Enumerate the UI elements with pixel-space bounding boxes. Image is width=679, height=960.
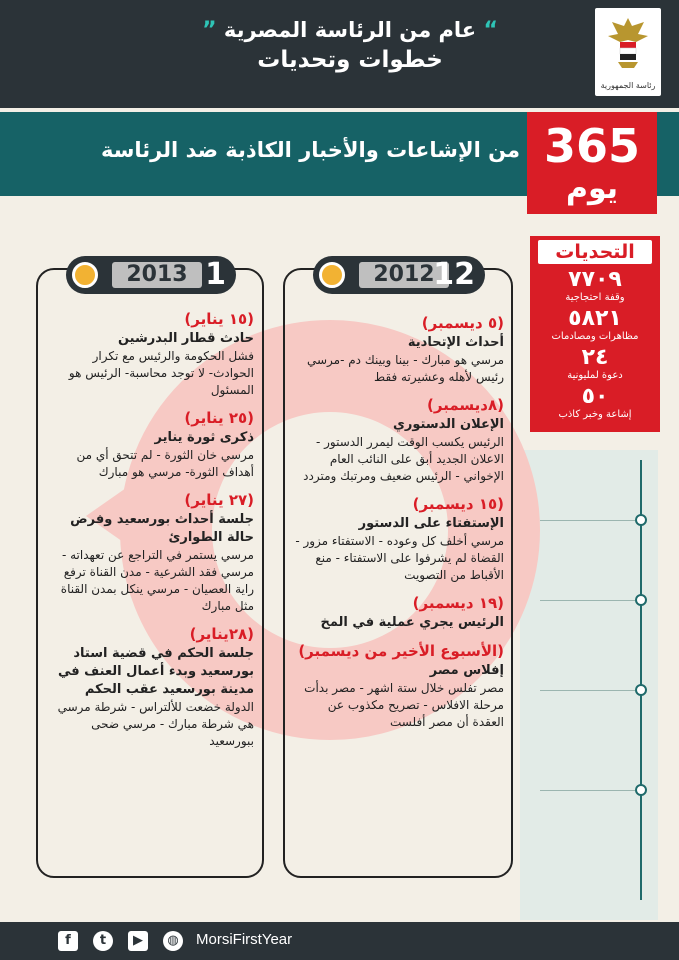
entry-date: (١٥ يناير) — [184, 310, 254, 328]
month-pill-2013 — [66, 256, 236, 294]
stat-item — [530, 385, 660, 421]
days-number: 365 — [543, 119, 641, 173]
challenges-title: التحديات — [538, 240, 652, 264]
timeline-entry — [48, 489, 254, 615]
timeline-connector — [540, 600, 635, 601]
timeline-entry — [294, 592, 504, 632]
banner-title: من الإشاعات والأخبار الكاذبة ضد الرئاسة — [100, 138, 520, 162]
pill-month: 1 — [205, 257, 226, 292]
pill-year: 2013 — [112, 262, 202, 288]
entry-date: (٢٧ يناير) — [184, 491, 254, 509]
entry-text: مرسي خان الثورة - لم تتحق أي من أهداف الثورة- مرسي هو مبارك — [76, 448, 254, 479]
header-title — [160, 18, 540, 73]
entry-date: (الأسبوع الأخير من ديسمبر) — [298, 642, 504, 660]
entries-2012 — [294, 312, 504, 739]
youtube-icon[interactable]: ▶ — [128, 931, 148, 951]
stat-label: مظاهرات ومصادمات — [551, 331, 639, 342]
stat-label: وقفة احتجاجية — [565, 292, 625, 303]
month-pill-2012 — [313, 256, 485, 294]
timeline-entry — [294, 640, 504, 731]
title-line1: “ عام من الرئاسة المصرية ” — [202, 18, 498, 43]
entry-heading: الرئيس يجري عملية في المخ — [320, 615, 504, 630]
emblem-caption: رئاسة الجمهورية — [600, 81, 656, 90]
entry-heading: حادث قطار البدرشين — [117, 331, 254, 346]
entry-date: (١٩ ديسمبر) — [412, 594, 504, 612]
stat-number: ٧٧٠٩ — [568, 267, 622, 292]
stat-item — [530, 307, 660, 343]
timeline-connector — [540, 690, 635, 691]
coin-icon — [319, 262, 345, 288]
timeline-entry — [294, 312, 504, 386]
challenges-box — [530, 236, 660, 432]
timeline-line — [640, 460, 642, 900]
timeline-dot — [635, 684, 647, 696]
eagle-icon — [604, 14, 652, 70]
footer — [0, 922, 679, 960]
globe-icon[interactable]: ◍ — [163, 931, 183, 951]
stat-label: إشاعة وخبر كاذب — [558, 409, 632, 420]
entry-heading: ذكرى ثورة يناير — [154, 430, 254, 445]
timeline-entry — [48, 308, 254, 399]
entry-text: مرسي هو مبارك - بينا وبينك دم -مرسي رئيس لأهله وعشيرته فقط — [307, 353, 504, 384]
pill-month: 12 — [433, 257, 475, 292]
entry-heading: أحداث الإتحادية — [407, 335, 504, 350]
entry-heading: الإعلان الدستوري — [393, 417, 504, 432]
entry-text: الرئيس يكسب الوقت ليمرر الدستور - الاعلان الجديد أبق على النائب العام الإخواني - الرئيس ضعيف ومرتبك ومتردد — [303, 435, 504, 483]
entry-heading: جلسة الحكم في قضية استاد بورسعيد وبدء أعمال العنف في مدينة بورسعيد عقب الحكم — [57, 646, 254, 697]
stat-item — [530, 346, 660, 382]
entry-text: مرسي أخلف كل وعوده - الاستفتاء مزور - القضاة لم يشرفوا على الاستفتاء - منع الأقباط من التصويت — [295, 534, 504, 582]
timeline-dot — [635, 784, 647, 796]
stat-number: ٥٨٢١ — [568, 306, 622, 331]
entry-date: (١٥ ديسمبر) — [412, 495, 504, 513]
footer-handle[interactable]: MorsiFirstYear — [196, 931, 293, 948]
entry-date: (٨ديسمبر) — [427, 396, 504, 414]
facebook-icon[interactable]: f — [58, 931, 78, 951]
entries-2013 — [48, 308, 254, 758]
entry-heading: الإستفتاء على الدستور — [358, 516, 504, 531]
timeline-entry — [294, 394, 504, 485]
twitter-icon[interactable]: t — [93, 931, 113, 951]
stat-number: ٢٤ — [581, 345, 609, 370]
entry-text: مصر تفلس خلال ستة اشهر - مصر بدأت مرحلة الافلاس - تصريح مكذوب عن العقدة أن مصر أفلست — [304, 681, 504, 729]
stat-item — [530, 268, 660, 304]
timeline-entry — [48, 623, 254, 750]
pill-year: 2012 — [359, 262, 449, 288]
timeline-dot — [635, 514, 647, 526]
timeline-dot — [635, 594, 647, 606]
timeline-entry — [48, 407, 254, 481]
stat-label: دعوة لمليونية — [567, 370, 623, 381]
entry-text: فشل الحكومة والرئيس مع تكرار الحوادث- لا توجد محاسبة- الرئيس هو المسئول — [68, 349, 254, 397]
presidency-emblem — [595, 8, 661, 96]
entry-heading: إفلاس مصر — [429, 663, 504, 678]
entry-text: مرسي يستمر في التراجع عن تعهداته - مرسي فقد الشرعية - مدن القناة ترفع راية العصيان - مرسي ينكل بمدن القناة مثل مبارك — [60, 548, 254, 613]
title-line2: خطوات وتحديات — [257, 47, 443, 73]
entry-text: الدولة خضعت للألتراس - شرطة مرسي هي شرطة مبارك - مرسي ضحى ببورسعيد — [57, 700, 254, 748]
days-badge — [527, 112, 657, 214]
days-word: يوم — [565, 171, 619, 206]
entry-date: (٥ ديسمبر) — [421, 314, 504, 332]
coin-icon — [72, 262, 98, 288]
timeline-entry — [294, 493, 504, 584]
timeline-connector — [540, 790, 635, 791]
entry-date: (٢٨يناير) — [189, 625, 254, 643]
entry-date: (٢٥ يناير) — [184, 409, 254, 427]
timeline-connector — [540, 520, 635, 521]
stat-number: ٥٠ — [581, 384, 609, 409]
entry-heading: جلسة أحداث بورسعيد وفرض حالة الطوارئ — [70, 512, 254, 545]
